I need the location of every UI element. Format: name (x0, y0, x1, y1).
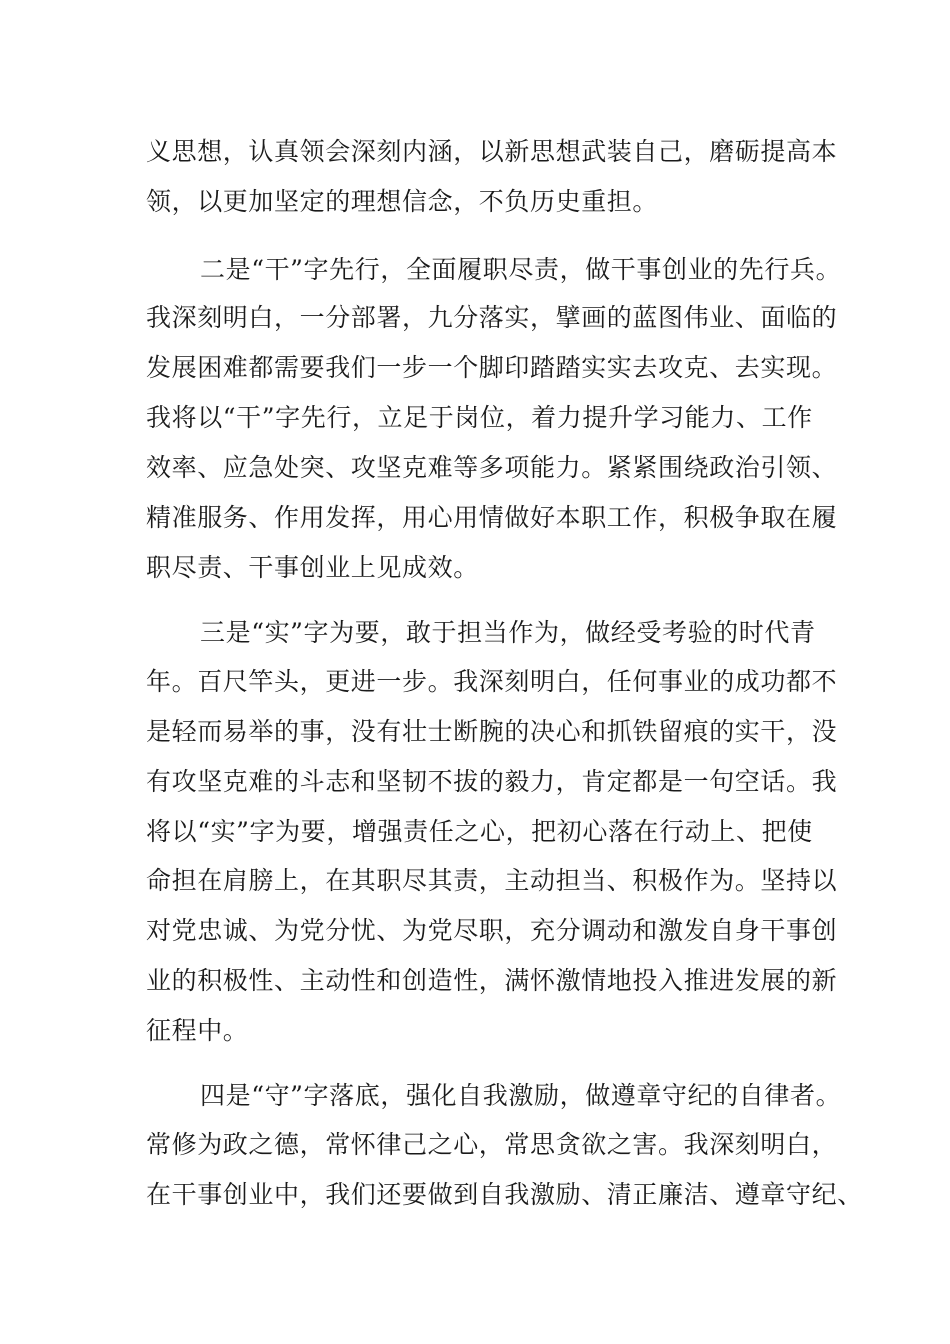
text-line: 有攻坚克难的斗志和坚韧不拔的毅力，肯定都是一句空话。我 (146, 767, 838, 796)
paragraph-start-line: 四是“守”字落底，强化自我激励，做遵章守纪的自律者。 (200, 1081, 842, 1110)
paragraph-start-line: 三是“实”字为要，敢于担当作为，做经受考验的时代青 (200, 618, 816, 647)
text-line: 在干事创业中，我们还要做到自我激励、清正廉洁、遵章守纪、 (146, 1180, 863, 1209)
text-line: 职尽责、干事创业上见成效。 (146, 553, 479, 582)
text-line: 是轻而易举的事，没有壮士断腕的决心和抓铁留痕的实干，没 (146, 717, 838, 746)
text-line: 效率、应急处突、攻坚克难等多项能力。紧紧围绕政治引领、 (146, 453, 838, 482)
text-line: 精准服务、作用发挥，用心用情做好本职工作，积极争取在履 (146, 503, 838, 532)
text-line: 征程中。 (146, 1016, 249, 1045)
text-line: 我将以“干”字先行，立足于岗位，着力提升学习能力、工作 (146, 403, 813, 432)
text-line: 常修为政之德，常怀律己之心，常思贪欲之害。我深刻明白， (146, 1130, 838, 1159)
text-line: 对党忠诚、为党分忧、为党尽职，充分调动和激发自身干事创 (146, 916, 838, 945)
text-line: 领，以更加坚定的理想信念，不负历史重担。 (146, 187, 659, 216)
text-line: 发展困难都需要我们一步一个脚印踏踏实实去攻克、去实现。 (146, 353, 838, 382)
text-line: 我深刻明白，一分部署，九分落实，擘画的蓝图伟业、面临的 (146, 303, 838, 332)
text-line: 业的积极性、主动性和创造性，满怀激情地投入推进发展的新 (146, 966, 838, 995)
paragraph-start-line: 二是“干”字先行，全面履职尽责，做干事创业的先行兵。 (200, 255, 842, 284)
text-line: 命担在肩膀上，在其职尽其责，主动担当、积极作为。坚持以 (146, 866, 838, 895)
text-line: 将以“实”字为要，增强责任之心，把初心落在行动上、把使 (146, 817, 813, 846)
text-line: 义思想，认真领会深刻内涵，以新思想武装自己，磨砺提高本 (146, 137, 838, 166)
text-line: 年。百尺竿头，更进一步。我深刻明白，任何事业的成功都不 (146, 667, 838, 696)
